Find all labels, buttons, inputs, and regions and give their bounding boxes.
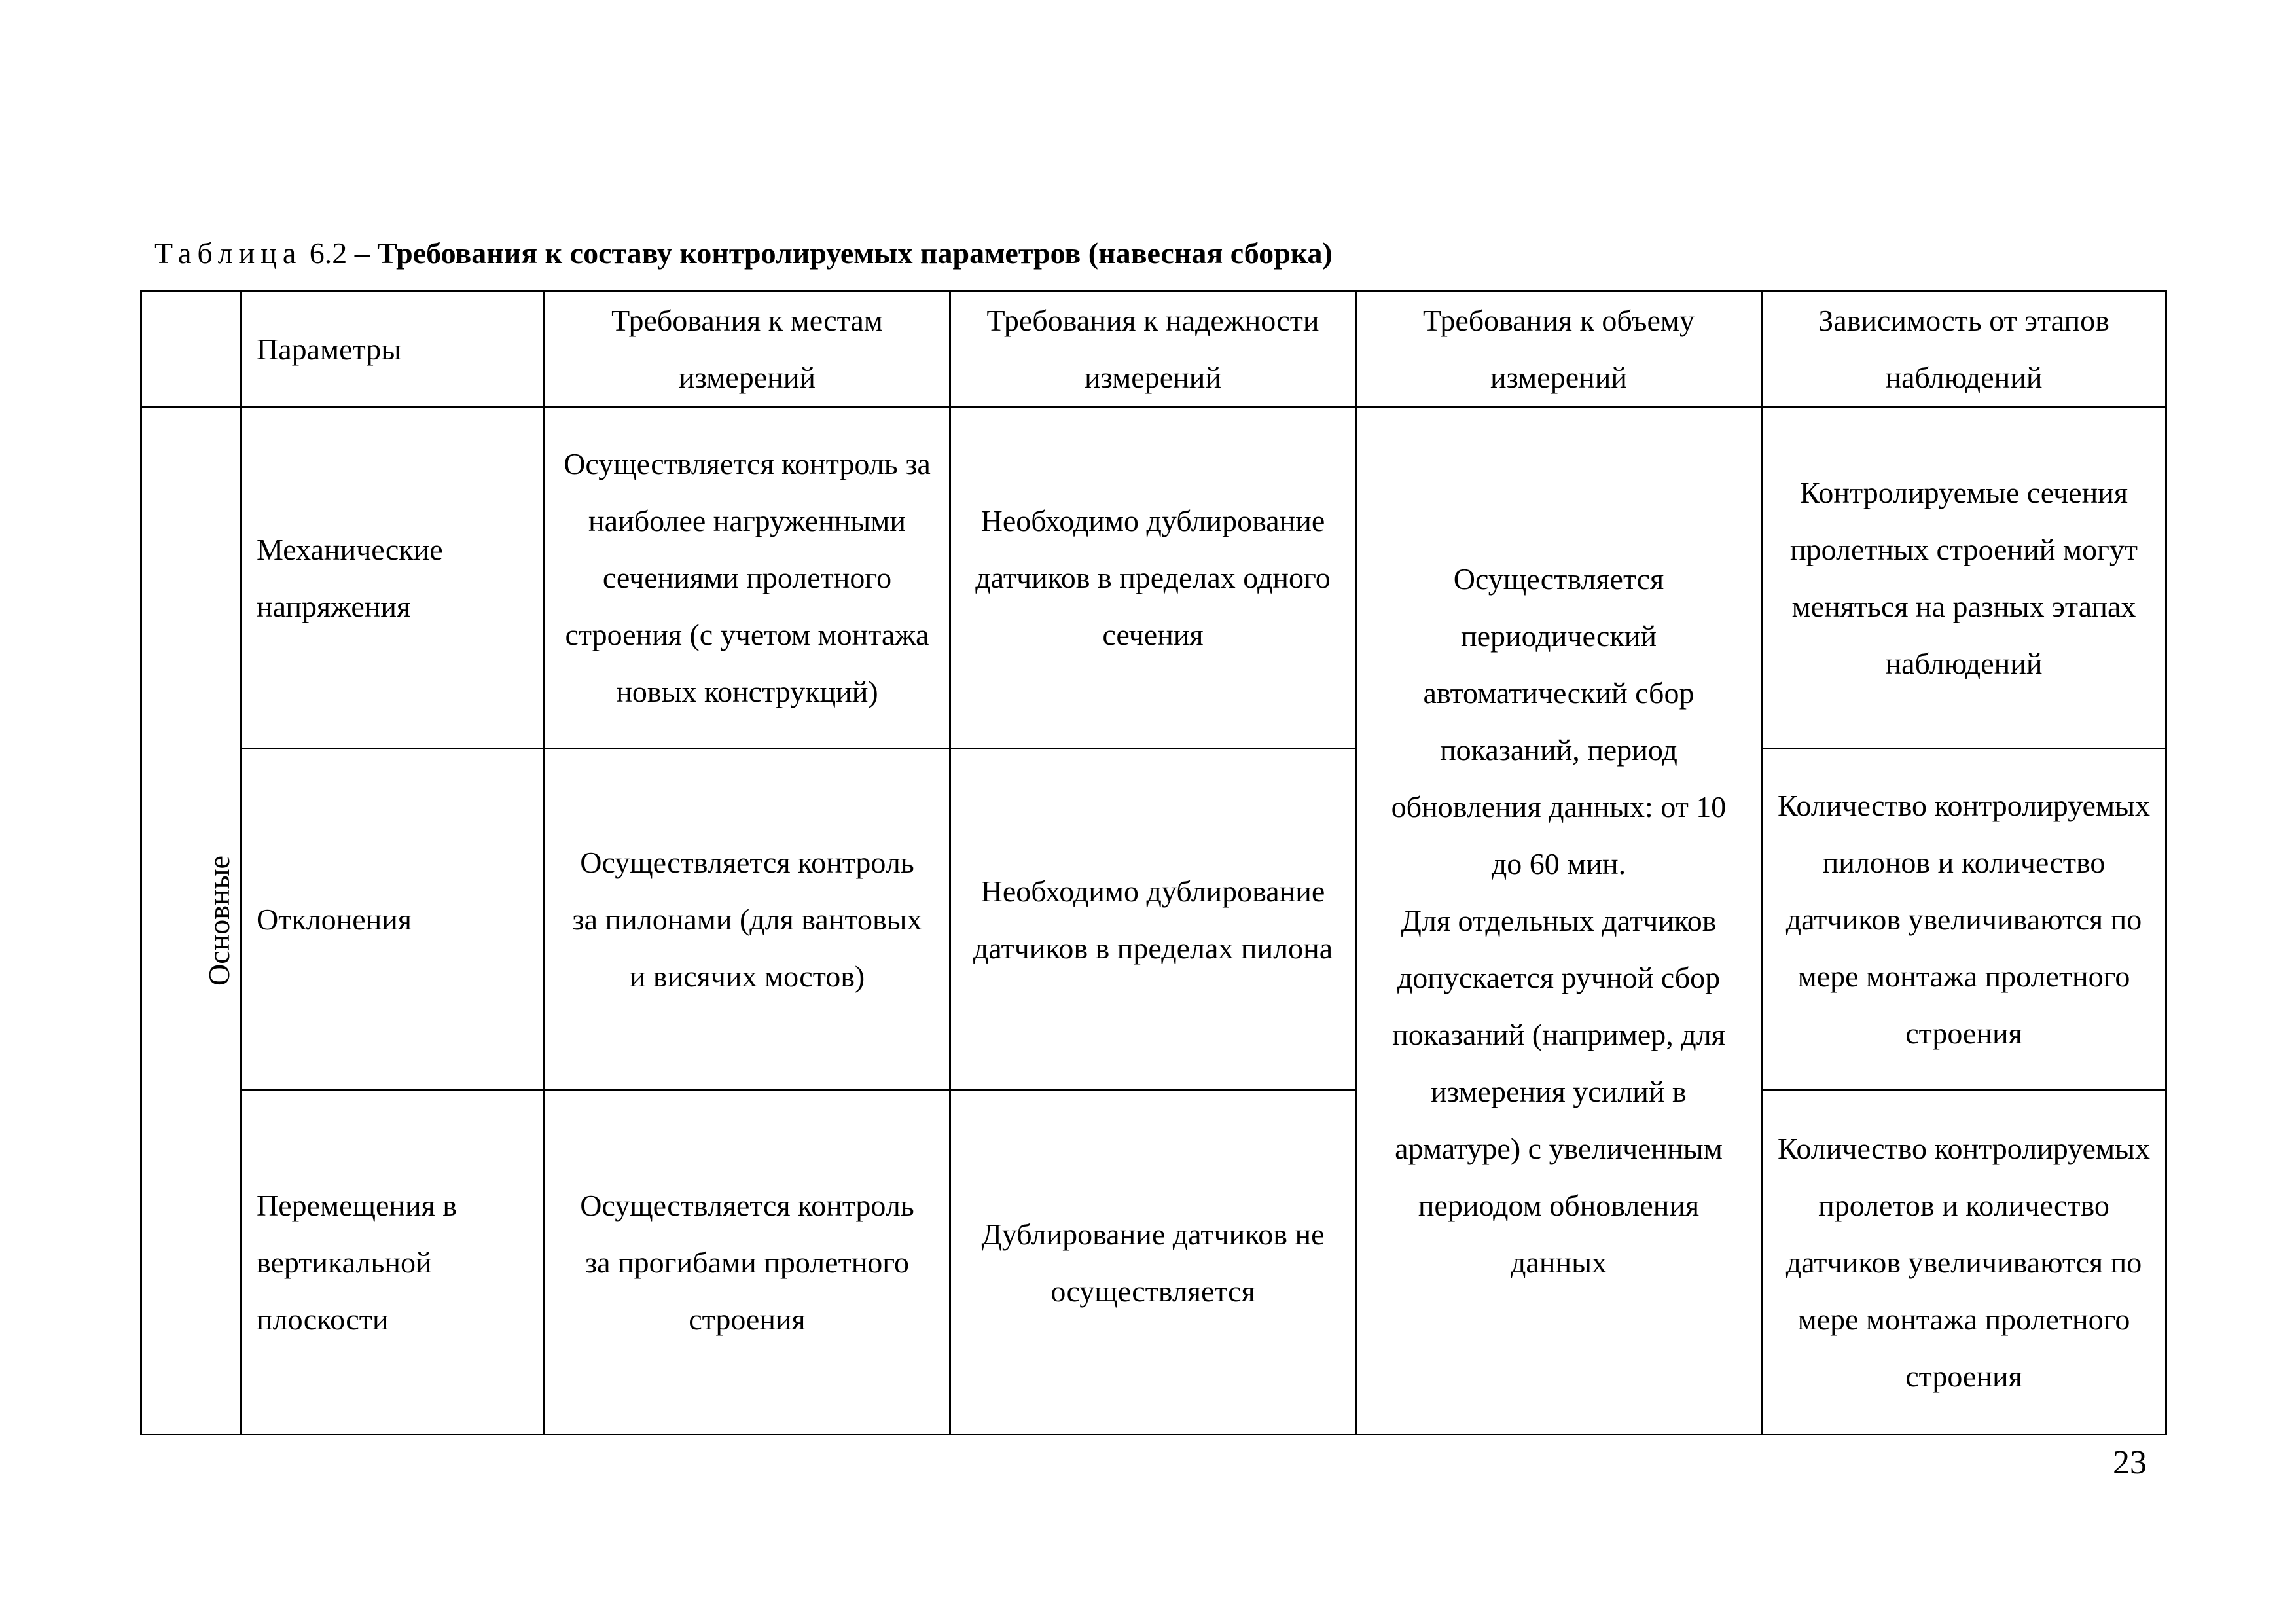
stages-cell: Количество контролируемых пролетов и количество датчиков увеличиваются по мере монтажа пролетного строения xyxy=(1762,1091,2166,1435)
header-cell-locations: Требования к местам измерений xyxy=(545,291,950,407)
caption-number: 6.2 xyxy=(309,236,348,270)
group-label: Основные xyxy=(202,856,236,986)
header-cell-empty xyxy=(141,291,242,407)
caption-title: Требования к составу контролируемых параметров (навесная сборка) xyxy=(377,236,1333,270)
parameter-cell: Перемещения в вертикальной плоскости xyxy=(242,1091,545,1435)
group-label-cell xyxy=(141,407,242,1435)
reliability-cell: Необходимо дублирование датчиков в пределах пилона xyxy=(950,749,1356,1091)
locations-cell: Осуществляется контроль за наиболее нагруженными сечениями пролетного строения (с учетом монтажа новых конструкций) xyxy=(545,407,950,749)
header-cell-parameters: Параметры xyxy=(242,291,545,407)
table-row xyxy=(141,749,2166,1091)
stages-cell: Количество контролируемых пилонов и количество датчиков увеличиваются по мере монтажа пролетного строения xyxy=(1762,749,2166,1091)
page-number: 23 xyxy=(2113,1444,2147,1481)
parameter-cell: Отклонения xyxy=(242,749,545,1091)
caption-label: Таблица xyxy=(154,236,302,270)
locations-cell: Осуществляется контроль за прогибами пролетного строения xyxy=(545,1091,950,1435)
table-row xyxy=(141,407,2166,749)
requirements-table xyxy=(140,290,2167,1435)
table-row xyxy=(141,1091,2166,1435)
caption-dash: – xyxy=(354,236,370,270)
table-caption xyxy=(154,232,1333,274)
locations-cell: Осуществляется контроль за пилонами (для вантовых и висячих мостов) xyxy=(545,749,950,1091)
reliability-cell: Дублирование датчиков не осуществляется xyxy=(950,1091,1356,1435)
header-row xyxy=(141,291,2166,407)
parameter-cell: Механические напряжения xyxy=(242,407,545,749)
volume-cell: Осуществляется периодический автоматический сбор показаний, период обновления данных: от 10 до 60 мин. Для отдельных датчиков допускается ручной сбор показаний (например, для измерения усилий в арматуре) с увеличенным периодом обновления данных xyxy=(1356,407,1762,1435)
header-cell-volume: Требования к объему измерений xyxy=(1356,291,1762,407)
header-cell-reliability: Требования к надежности измерений xyxy=(950,291,1356,407)
reliability-cell: Необходимо дублирование датчиков в пределах одного сечения xyxy=(950,407,1356,749)
stages-cell: Контролируемые сечения пролетных строений могут меняться на разных этапах наблюдений xyxy=(1762,407,2166,749)
header-cell-stages: Зависимость от этапов наблюдений xyxy=(1762,291,2166,407)
